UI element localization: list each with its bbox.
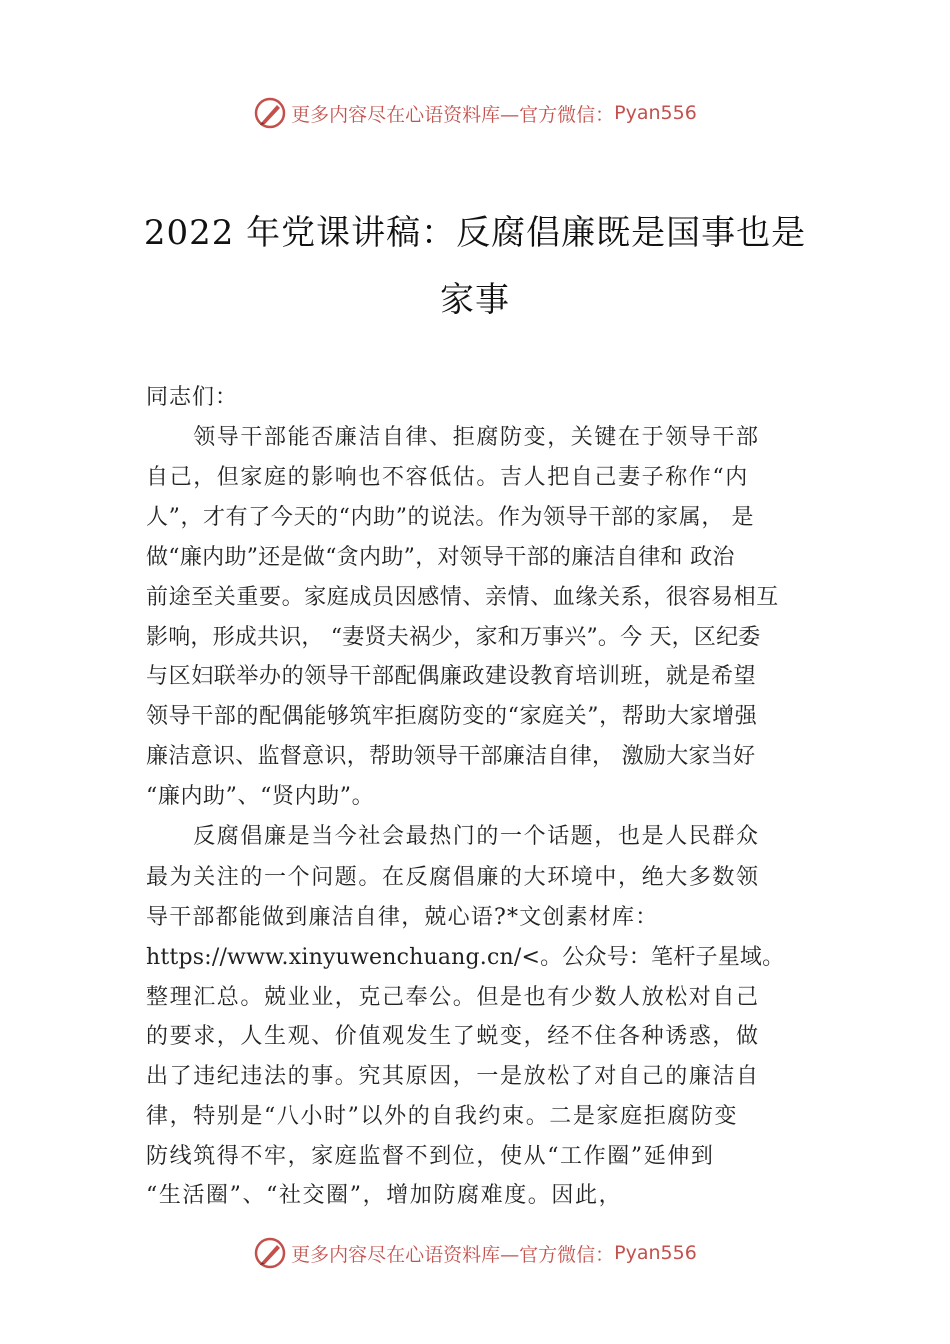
body-line: 前途至关重要。家庭成员因感情、亲情、血缘关系，很容易相互: [146, 585, 779, 610]
body-line-url: https://www.xinyuwenchuang.cn/<。公众号：笔杆子星域。: [146, 945, 785, 970]
doc-title-line-2: 家事: [440, 280, 510, 320]
body-line: 防线筑得不牢，家庭监督不到位，使从“工作圈”延伸到: [146, 1144, 715, 1169]
watermark-text: 更多内容尽在心语资料库—官方微信：: [291, 1243, 615, 1266]
greeting: 同志们：: [146, 385, 239, 410]
pen-logo-icon: [253, 96, 287, 130]
body-line: 人”，才有了今天的“内助”的说法。作为领导干部的家属， 是: [146, 505, 755, 530]
watermark-id: Pyan556: [614, 102, 697, 124]
body-line: “廉内助”、“贤内助”。: [146, 784, 375, 809]
body-line: 廉洁意识、监督意识，帮助领导干部廉洁自律， 激励大家当好: [146, 744, 756, 769]
body-line: 领导干部的配偶能够筑牢拒腐防变的“家庭关”，帮助大家增强: [146, 704, 758, 729]
body-line: 自己，但家庭的影响也不容低估。吉人把自己妻子称作“内: [146, 465, 749, 490]
doc-title-line-1: 2022 年党课讲稿：反腐倡廉既是国事也是: [143, 213, 807, 253]
watermark-text: 更多内容尽在心语资料库—官方微信：: [291, 103, 615, 126]
body-line: 出了违纪违法的事。究其原因，一是放松了对自己的廉洁自: [146, 1064, 760, 1089]
body-line: 反腐倡廉是当今社会最热门的一个话题，也是人民群众: [146, 824, 760, 849]
body-line: 律，特别是“八小时”以外的自我约束。二是家庭拒腐防变: [146, 1104, 739, 1129]
watermark-footer: [0, 1233, 950, 1273]
body-line: 的要求，人生观、价值观发生了蜕变，经不住各种诱惑，做: [146, 1024, 760, 1049]
body-line: 最为关注的一个问题。在反腐倡廉的大环境中，绝大多数领: [146, 865, 760, 890]
body-line: 整理汇总。兢业业，克己奉公。但是也有少数人放松对自己: [146, 985, 760, 1010]
pen-logo-icon: [253, 1236, 287, 1270]
body-line: 与区妇联举办的领导干部配偶廉政建设教育培训班，就是希望: [146, 664, 757, 689]
body-line: “生活圈”、“社交圈”，增加防腐难度。因此，: [146, 1183, 623, 1208]
watermark-id: Pyan556: [614, 1242, 697, 1264]
body-line: 影响，形成共识， “妻贤夫祸少，家和万事兴”。今 天，区纪委: [146, 625, 761, 650]
body-line: 做“廉内助”还是做“贪内助”，对领导干部的廉洁自律和 政治: [146, 545, 735, 570]
body-line: 导干部都能做到廉洁自律，兢心语?*文创素材库：: [146, 905, 659, 930]
body-line: 领导干部能否廉洁自律、拒腐防变，关键在于领导干部: [146, 425, 760, 450]
watermark-header: [0, 93, 950, 133]
